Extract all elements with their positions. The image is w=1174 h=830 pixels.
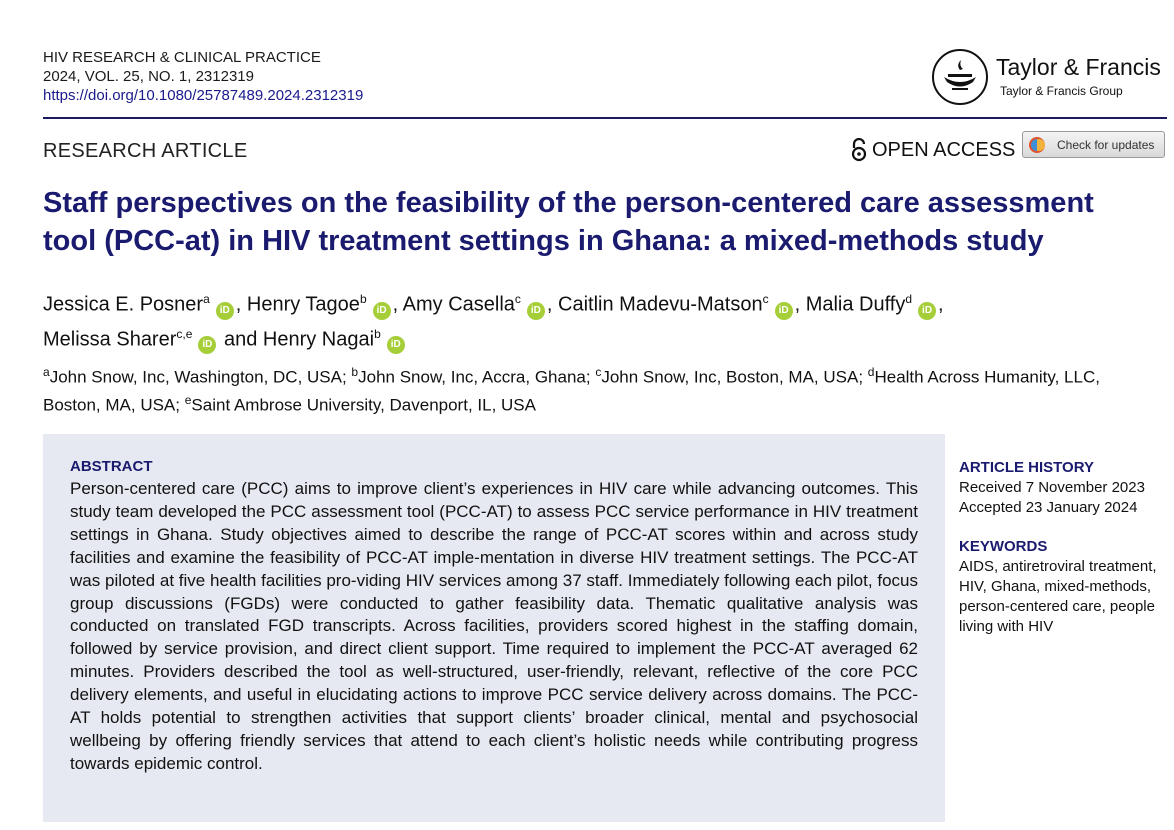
author-separator: and xyxy=(218,328,263,351)
journal-issue: 2024, VOL. 25, NO. 1, 2312319 xyxy=(43,68,254,85)
abstract-text: Person-centered care (PCC) aims to improve client’s experiences in HIV care while advancing outcomes. This study team developed the PCC assessment tool (PCC-AT) to assess PCC service performance in HIV treatment settings in Ghana. Study objectives aimed to describe the range of PCC-AT scores within and across study facilities and examine the feasibility of PCC-AT imple-mentation in diverse HIV treatment settings. The PCC-AT was piloted at five health facilities pro-viding HIV services among 37 staff. Immediately following each pilot, focus group discussions (FGDs) were conducted to gather feasibility data. Thematic qualitative analysis was conducted on translated FGD transcripts. Across facilities, providers scored highest in the staffing domain, followed by service provision, and direct client support. Time required to implement the PCC-AT averaged 62 minutes. Providers described the tool as well-structured, user-friendly, relevant, reflective of the core PCC delivery elements, and useful in elucidating actions to improve PCC service delivery across domains. The PCC-AT holds potential to strengthen activities that support clients’ broader clinical, mental and psychosocial wellbeing by offering friendly services that attend to each client’s holistic needs while contributing progress towards epidemic control. xyxy=(70,479,918,773)
article-title: Staff perspectives on the feasibility of the person-centered care assessment tool (PCC-at) in HIV treatment settings in Ghana: a mixed-methods study xyxy=(43,187,1094,257)
author-name: Melissa Sharer xyxy=(43,328,177,351)
author-name: Henry Nagai xyxy=(262,328,375,351)
keywords-heading: KEYWORDS xyxy=(959,538,1048,555)
affiliations xyxy=(43,361,1153,416)
journal-info xyxy=(43,48,363,105)
affiliation-mark: d xyxy=(867,365,875,379)
open-lock-icon xyxy=(850,138,868,162)
affiliation-mark: e xyxy=(184,392,192,407)
author-separator: , xyxy=(938,293,944,316)
author-affiliation-mark: c,e xyxy=(176,326,193,341)
abstract-box xyxy=(43,434,945,822)
author-separator: , xyxy=(546,293,559,316)
affiliation-mark: a xyxy=(43,365,50,379)
author-affiliation-mark: c xyxy=(762,292,769,306)
journal-name: HIV RESEARCH & CLINICAL PRACTICE xyxy=(43,49,321,66)
author-name: Malia Duffy xyxy=(805,293,906,316)
affiliation-text: Saint Ambrose University, Davenport, IL, USA xyxy=(191,395,536,415)
author-name: Caitlin Madevu-Matson xyxy=(558,293,763,316)
affiliation-text: John Snow, Inc, Washington, DC, USA; xyxy=(49,367,352,387)
author-affiliation-mark: a xyxy=(203,292,210,306)
author-separator: , xyxy=(794,293,806,316)
affiliation-text: John Snow, Inc, Boston, MA, USA; xyxy=(601,367,868,387)
affiliation-text: Health Across Humanity, LLC, Boston, MA, USA; xyxy=(43,367,1100,415)
publisher-logo xyxy=(932,49,1172,109)
affiliation-text: John Snow, Inc, Accra, Ghana; xyxy=(358,367,596,387)
doi-link[interactable]: https://doi.org/10.1080/25787489.2024.2312319 xyxy=(43,87,364,104)
accepted-date: Accepted 23 January 2024 xyxy=(959,499,1138,516)
abstract-heading: ABSTRACT xyxy=(70,458,153,475)
publisher-group: Taylor & Francis Group xyxy=(1000,84,1123,98)
orcid-icon[interactable]: iD xyxy=(198,336,216,354)
orcid-icon[interactable]: iD xyxy=(775,302,793,320)
check-updates-icon xyxy=(1027,135,1051,155)
open-access-label: OPEN ACCESS xyxy=(872,138,1016,161)
affiliation-mark: c xyxy=(595,365,602,379)
article-sidebar xyxy=(959,458,1169,637)
publisher-name: Taylor & Francis xyxy=(996,54,1161,80)
orcid-icon[interactable]: iD xyxy=(387,336,405,354)
author-affiliation-mark: c xyxy=(514,292,521,306)
check-updates-label: Check for updates xyxy=(1057,137,1155,152)
author-affiliation-mark: b xyxy=(359,292,367,306)
affiliation-mark: b xyxy=(351,365,359,379)
author-name: Amy Casella xyxy=(402,293,515,316)
article-history-heading: ARTICLE HISTORY xyxy=(959,459,1095,476)
publisher-lamp-icon xyxy=(932,49,988,105)
author-separator: , xyxy=(392,293,403,316)
open-access-badge xyxy=(850,138,1015,162)
article-type: RESEARCH ARTICLE xyxy=(43,140,248,162)
keywords-text: AIDS, antiretroviral treatment, HIV, Ghana, mixed-methods, person-centered care, people living with HIV xyxy=(959,558,1157,635)
author-separator: , xyxy=(235,293,247,316)
received-date: Received 7 November 2023 xyxy=(959,479,1145,496)
header-divider xyxy=(43,117,1167,119)
orcid-icon[interactable]: iD xyxy=(527,302,545,320)
orcid-icon[interactable]: iD xyxy=(918,302,936,320)
check-for-updates-button[interactable] xyxy=(1022,131,1165,158)
orcid-icon[interactable]: iD xyxy=(373,302,391,320)
orcid-icon[interactable]: iD xyxy=(216,302,234,320)
author-affiliation-mark: b xyxy=(374,326,381,341)
author-name: Henry Tagoe xyxy=(246,293,360,316)
author-list xyxy=(43,285,1153,354)
author-name: Jessica E. Posner xyxy=(43,293,204,316)
author-affiliation-mark: d xyxy=(905,292,913,306)
